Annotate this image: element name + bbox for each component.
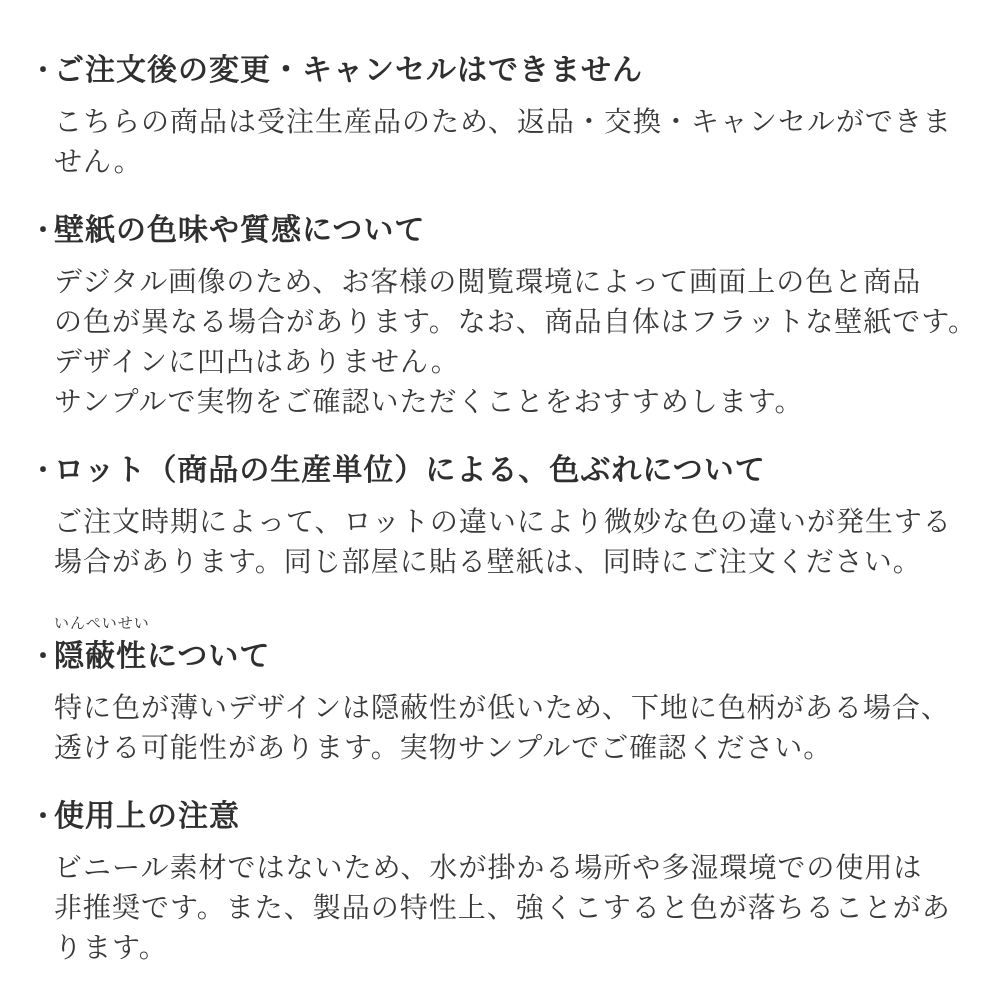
bullet-marker: ・ <box>30 802 58 832</box>
bullet-marker: ・ <box>30 56 58 86</box>
section-heading <box>30 796 970 838</box>
body-line: デザインに凹凸はありません。 <box>54 345 460 378</box>
section-heading-text: 使用上の注意 <box>54 799 240 834</box>
furigana-annotation: いんぺいせい <box>54 614 150 632</box>
body-line: 場合があります。同じ部屋に貼る壁紙は、同時にご注文ください。 <box>54 545 922 578</box>
bullet-marker: ・ <box>30 456 58 486</box>
section-heading-text: 隠蔽性について <box>54 639 271 674</box>
body-line: ご注文時期によって、ロットの違いにより微妙な色の違いが発生する <box>54 505 952 538</box>
body-line: サンプルで実物をご確認いただくことをおすすめします。 <box>54 385 804 418</box>
body-line: ビニール素材ではないため、水が掛かる場所や多湿環境での使用は <box>54 851 923 884</box>
section-heading <box>30 636 970 678</box>
body-line: 透ける可能性があります。実物サンプルでご確認ください。 <box>54 731 833 764</box>
body-line: の色が異なる場合があります。なお、商品自体はフラットな壁紙です。 <box>54 305 977 338</box>
section-heading-text: ご注文後の変更・キャンセルはできません <box>54 53 643 88</box>
bullet-marker: ・ <box>30 642 58 672</box>
note-section-cancellation <box>30 50 970 182</box>
section-heading <box>30 210 970 252</box>
section-heading <box>30 50 970 92</box>
body-line: ります。 <box>54 931 168 964</box>
section-body <box>30 688 970 768</box>
product-notes-list <box>30 50 977 968</box>
note-section-concealment <box>30 610 970 768</box>
note-section-lot-color-variation <box>30 450 970 582</box>
body-line: 特に色が薄いデザインは隠蔽性が低いため、下地に色柄がある場合、 <box>54 691 950 724</box>
section-body <box>30 502 970 582</box>
section-body <box>30 848 970 968</box>
body-line: 非推奨です。また、製品の特性上、強くこすると色が落ちることがあ <box>54 891 951 924</box>
body-line: こちらの商品は受注生産品のため、返品・交換・キャンセルができま <box>54 105 952 138</box>
note-section-usage-notes <box>30 796 970 968</box>
note-section-color-texture <box>30 210 977 422</box>
body-line: デジタル画像のため、お客様の閲覧環境によって画面上の色と商品 <box>54 265 922 298</box>
section-heading-text: 壁紙の色味や質感について <box>54 213 426 248</box>
body-line: せん。 <box>54 145 143 178</box>
section-body <box>30 102 970 182</box>
section-body <box>30 262 977 422</box>
section-heading-text: ロット（商品の生産単位）による、色ぶれについて <box>54 453 766 488</box>
section-heading <box>30 450 970 492</box>
bullet-marker: ・ <box>30 216 58 246</box>
